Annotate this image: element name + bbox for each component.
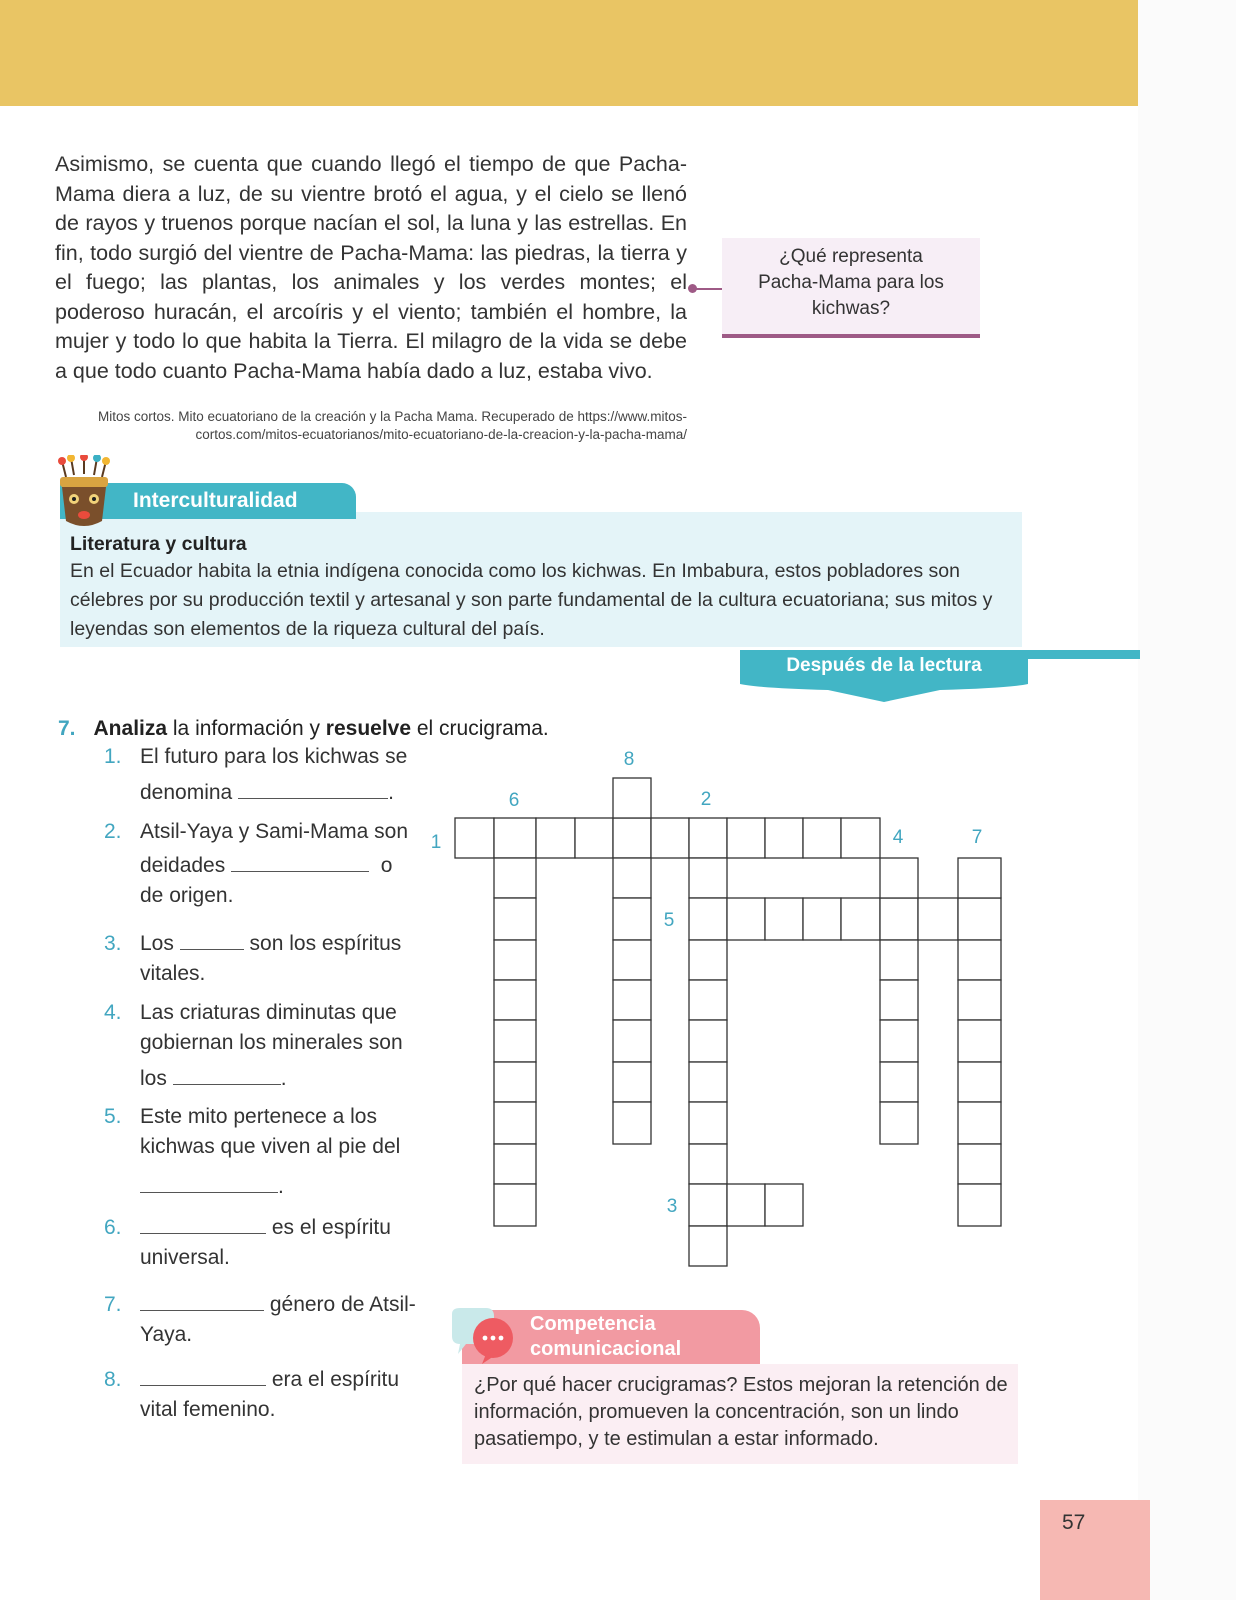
crossword-cell[interactable]	[689, 1184, 727, 1226]
crossword-cell[interactable]	[689, 1020, 727, 1062]
crossword-cell[interactable]	[575, 818, 613, 858]
crossword-number-4: 4	[892, 827, 904, 848]
clue-number: 3.	[104, 932, 122, 955]
crossword-cell[interactable]	[494, 980, 536, 1020]
crossword-cell[interactable]	[689, 1226, 727, 1266]
crossword-cell[interactable]	[494, 858, 536, 898]
crossword-cell[interactable]	[958, 1102, 1001, 1144]
clue-text: Atsil-Yaya y Sami-Mama son	[140, 820, 409, 843]
clue-number: 1.	[104, 745, 122, 768]
crossword-cell[interactable]	[727, 898, 765, 940]
crossword-cell[interactable]	[880, 1062, 918, 1102]
clue-text: gobiernan los minerales son	[140, 1031, 403, 1054]
after-reading-label: Después de la lectura	[786, 655, 982, 676]
crossword-cell[interactable]	[689, 1062, 727, 1102]
clue-text: los	[140, 1067, 167, 1090]
literatura-subtitle: Literatura y cultura	[70, 533, 247, 555]
source-citation: Mitos cortos. Mito ecuatoriano de la creación y la Pacha Mama. Recuperado de https://www.mitos-cortos.com/mitos-ecuatorianos/mito-ecuatoriano-de-la-creacion-y-la-pacha-mama/	[97, 409, 687, 442]
crossword-cell[interactable]	[613, 980, 651, 1020]
crossword-number-1: 1	[430, 832, 442, 853]
clue-number: 2.	[104, 820, 122, 843]
clue-text: era el espíritu	[271, 1368, 400, 1391]
crossword-cell[interactable]	[455, 818, 494, 858]
interculturalidad-text: En el Ecuador habita la etnia indígena conocida como los kichwas. En Imbabura, estos pobladores son célebres por su producción textil y artesanal y son parte fundamental de la cultura ecuatoriana; sus mitos y leyendas son elementos de la riqueza cultural del país.	[70, 560, 993, 640]
page-number: 57	[1062, 1511, 1086, 1534]
page-number-box	[1040, 1500, 1150, 1600]
crossword-cell[interactable]	[689, 858, 727, 898]
crossword-cell[interactable]	[765, 898, 803, 940]
crossword-cell[interactable]	[494, 1144, 536, 1184]
crossword-cell[interactable]	[613, 858, 651, 898]
crossword-cell[interactable]	[689, 898, 727, 940]
crossword-cell[interactable]	[958, 898, 1001, 940]
crossword-cell[interactable]	[613, 818, 651, 858]
clue-text: género de Atsil-	[269, 1293, 416, 1316]
crossword-cell[interactable]	[880, 898, 918, 940]
crossword-cell[interactable]	[651, 818, 689, 858]
clue-text: vital femenino.	[140, 1398, 276, 1421]
crossword-number-2: 2	[700, 789, 712, 810]
reading-paragraph: Asimismo, se cuenta que cuando llegó el tiempo de que Pacha-Mama diera a luz, de su vientre brotó el agua, y el cielo se llenó de rayos y truenos porque nacían el sol, la luna y las estrellas. En fin, todo surgió del vientre de Pacha-Mama: las piedras, la tierra y el fuego; las plantas, los animales y los verdes montes; el poderoso huracán, el arcoíris y el viento; también el hombre, la mujer y todo lo que habita la Tierra. El milagro de la vida se debe a que todo cuanto Pacha-Mama había dado a luz, estaba vivo.	[55, 152, 687, 383]
clue-number: 6.	[104, 1216, 122, 1239]
clue-text: .	[388, 781, 394, 804]
clue-text: .	[278, 1175, 284, 1198]
crossword-cell[interactable]	[958, 1020, 1001, 1062]
clue-text: es el espíritu	[271, 1216, 391, 1239]
competencia-title-line1: Competencia	[530, 1313, 656, 1335]
exercise-mid: la información y	[172, 717, 320, 740]
crossword-cell[interactable]	[765, 818, 803, 858]
interculturalidad-title: Interculturalidad	[133, 489, 298, 512]
crossword-cell[interactable]	[494, 1062, 536, 1102]
crossword-cell[interactable]	[841, 898, 880, 940]
clue-text: o	[380, 854, 393, 877]
crossword-cell[interactable]	[613, 1020, 651, 1062]
crossword-number-5: 5	[663, 910, 675, 931]
crossword-cell[interactable]	[958, 858, 1001, 898]
crossword-cell[interactable]	[494, 1184, 536, 1226]
competencia-title-line2: comunicacional	[530, 1338, 682, 1360]
crossword-number-8: 8	[623, 749, 635, 770]
crossword-cell[interactable]	[689, 1102, 727, 1144]
crossword-cell[interactable]	[918, 898, 958, 940]
crossword-cell[interactable]	[958, 1062, 1001, 1102]
crossword-cell[interactable]	[494, 818, 536, 858]
crossword-cell[interactable]	[613, 778, 651, 818]
clue-text: deidades	[140, 854, 226, 877]
clue-text: de origen.	[140, 884, 234, 907]
clue-text: El futuro para los kichwas se	[140, 745, 408, 768]
crossword-cell[interactable]	[613, 1062, 651, 1102]
crossword-cell[interactable]	[689, 940, 727, 980]
clue-text: .	[280, 1067, 287, 1090]
crossword-cell[interactable]	[803, 898, 841, 940]
clue-text: universal.	[140, 1246, 230, 1269]
crossword-number-6: 6	[508, 790, 520, 811]
crossword-cell[interactable]	[841, 818, 880, 858]
clue-number: 7.	[104, 1293, 122, 1316]
crossword-cell[interactable]	[727, 1184, 765, 1226]
crossword-cell[interactable]	[689, 818, 727, 858]
crossword-cell[interactable]	[880, 1102, 918, 1144]
crossword-cell[interactable]	[880, 980, 918, 1020]
clue-number: 8.	[104, 1368, 122, 1391]
exercise-end: el crucigrama.	[416, 717, 549, 740]
exercise-verb-resuelve: resuelve	[325, 717, 412, 740]
crossword-cell[interactable]	[880, 1020, 918, 1062]
crossword-cell[interactable]	[958, 940, 1001, 980]
crossword-number-3: 3	[666, 1196, 678, 1217]
clue-text: kichwas que viven al pie del	[140, 1135, 401, 1158]
clue-text: Las criaturas diminutas que	[140, 1001, 397, 1024]
crossword-number-7: 7	[971, 827, 983, 848]
side-question-text: ¿Qué representa Pacha-Mama para los kichwas?	[758, 246, 944, 319]
crossword-cell[interactable]	[958, 980, 1001, 1020]
crossword-cell[interactable]	[613, 940, 651, 980]
clue-text: denomina	[140, 781, 233, 804]
clue-text: Yaya.	[140, 1323, 193, 1346]
crossword-cell[interactable]	[613, 898, 651, 940]
crossword-cell[interactable]	[613, 1102, 651, 1144]
crossword-cell[interactable]	[494, 1102, 536, 1144]
clue-text: Los	[140, 932, 174, 955]
competencia-text: ¿Por qué hacer crucigramas? Estos mejoran la retención de información, promueven la concentración, son un lindo pasatiempo, y te estimulan a estar informado.	[474, 1374, 1008, 1450]
exercise-verb-analiza: Analiza	[93, 717, 168, 740]
crossword-cell[interactable]	[494, 940, 536, 980]
crossword-cell[interactable]	[958, 1184, 1001, 1226]
competencia-title	[530, 1312, 681, 1362]
crossword-cell[interactable]	[880, 940, 918, 980]
crossword-cell[interactable]	[727, 818, 765, 858]
crossword-cell[interactable]	[536, 818, 575, 858]
crossword-cell[interactable]	[880, 858, 918, 898]
exercise-number: 7.	[58, 717, 76, 740]
crossword-cell[interactable]	[765, 1184, 803, 1226]
crossword-cell[interactable]	[689, 1144, 727, 1184]
clue-text: son los espíritus	[249, 932, 402, 955]
clue-text: vitales.	[140, 962, 206, 985]
clue-number: 5.	[104, 1105, 122, 1128]
crossword-cell[interactable]	[803, 818, 841, 858]
crossword-cell[interactable]	[958, 1144, 1001, 1184]
clue-number: 4.	[104, 1001, 122, 1024]
chat-bubbles-icon	[446, 1306, 526, 1370]
crossword-cell[interactable]	[494, 898, 536, 940]
crossword-cell[interactable]	[494, 1020, 536, 1062]
clue-text: Este mito pertenece a los	[140, 1105, 377, 1128]
crossword-cell[interactable]	[689, 980, 727, 1020]
